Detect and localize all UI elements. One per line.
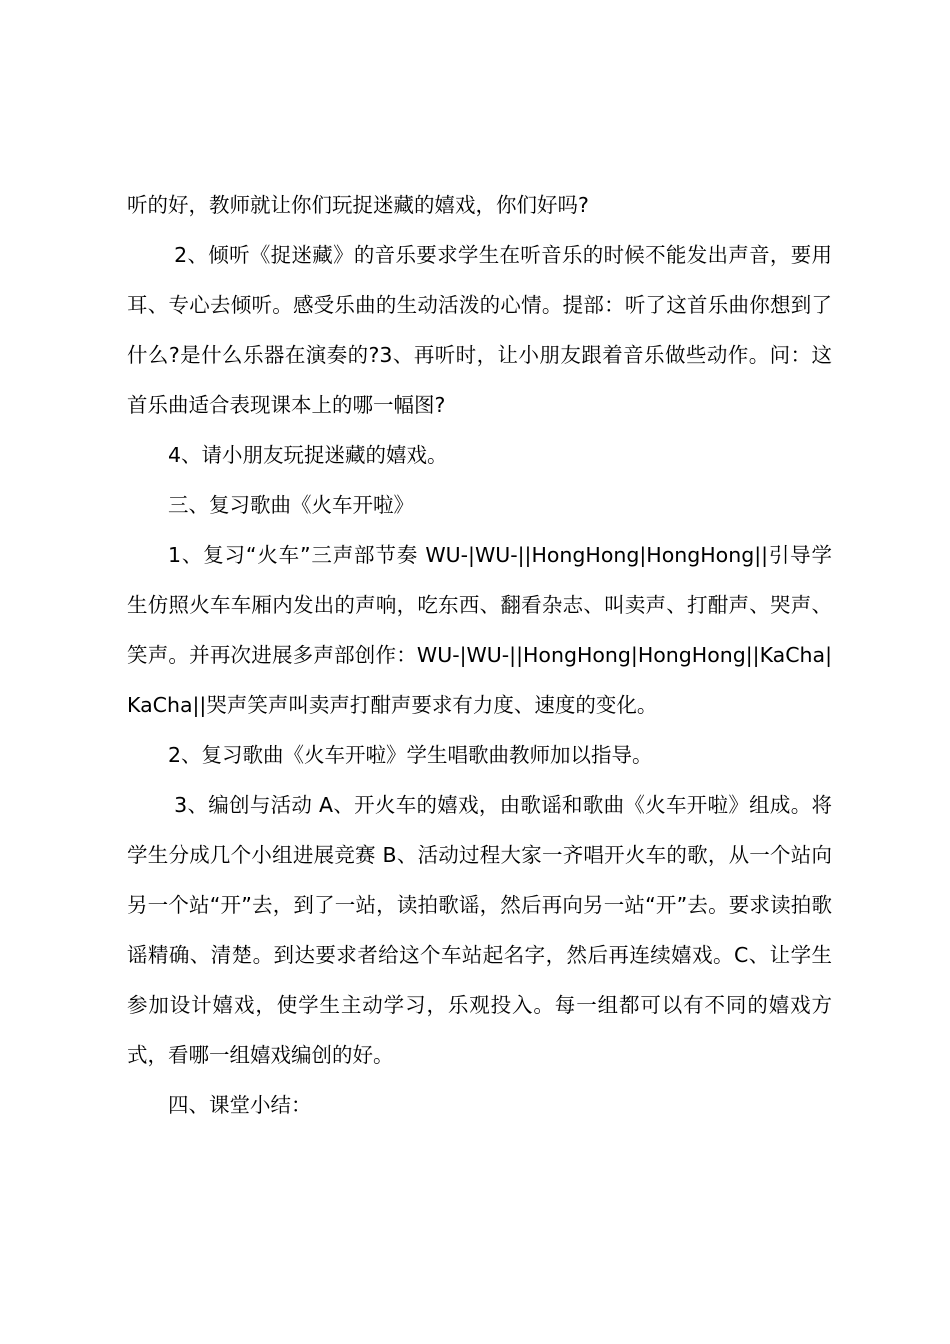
paragraph-continuation: 听的好，教师就让你们玩捉迷藏的嬉戏，你们好吗? bbox=[127, 193, 589, 217]
section-heading-review-song: 三、复习歌曲《火车开啦》 bbox=[168, 493, 414, 517]
paragraph-step-2: 2、倾听《捉迷藏》的音乐要求学生在听音乐的时候不能发出声音，要用耳、专心去倾听。感受乐曲的生动活泼的心情。提部：听了这首乐曲你想到了什么?是什么乐器在演奏的?3、再听时，让小朋友跟着音乐做些动作。问：这首乐曲适合表现课本上的哪一幅图? bbox=[127, 243, 832, 417]
document-body bbox=[127, 180, 832, 1130]
paragraph-step-4: 4、请小朋友玩捉迷藏的嬉戏。 bbox=[168, 443, 448, 467]
paragraph-review-singing: 2、复习歌曲《火车开啦》学生唱歌曲教师加以指导。 bbox=[168, 743, 653, 767]
section-heading-summary: 四、课堂小结： bbox=[168, 1093, 312, 1117]
paragraph-creation-activity: 3、编创与活动 A、开火车的嬉戏，由歌谣和歌曲《火车开啦》组成。将学生分成几个小组进展竞赛 B、活动过程大家一齐唱开火车的歌，从一个站向另一个站“开”去，到了一站，读拍歌谣，然后再向另一站“开”去。要求读拍歌谣精确、清楚。到达要求者给这个车站起名字，然后再连续嬉戏。C、让学生参加设计嬉戏，使学生主动学习，乐观投入。每一组都可以有不同的嬉戏方式，看哪一组嬉戏编创的好。 bbox=[127, 793, 832, 1067]
paragraph-review-rhythm: 1、复习“火车”三声部节奏 WU-|WU-||HongHong|HongHong||引导学生仿照火车车厢内发出的声响，吃东西、翻看杂志、叫卖声、打酣声、哭声、笑声。并再次进展多声部创作：WU-|WU-||HongHong|HongHong||KaCha|KaCha||哭声笑声叫卖声打酣声要求有力度、速度的变化。 bbox=[127, 543, 832, 717]
